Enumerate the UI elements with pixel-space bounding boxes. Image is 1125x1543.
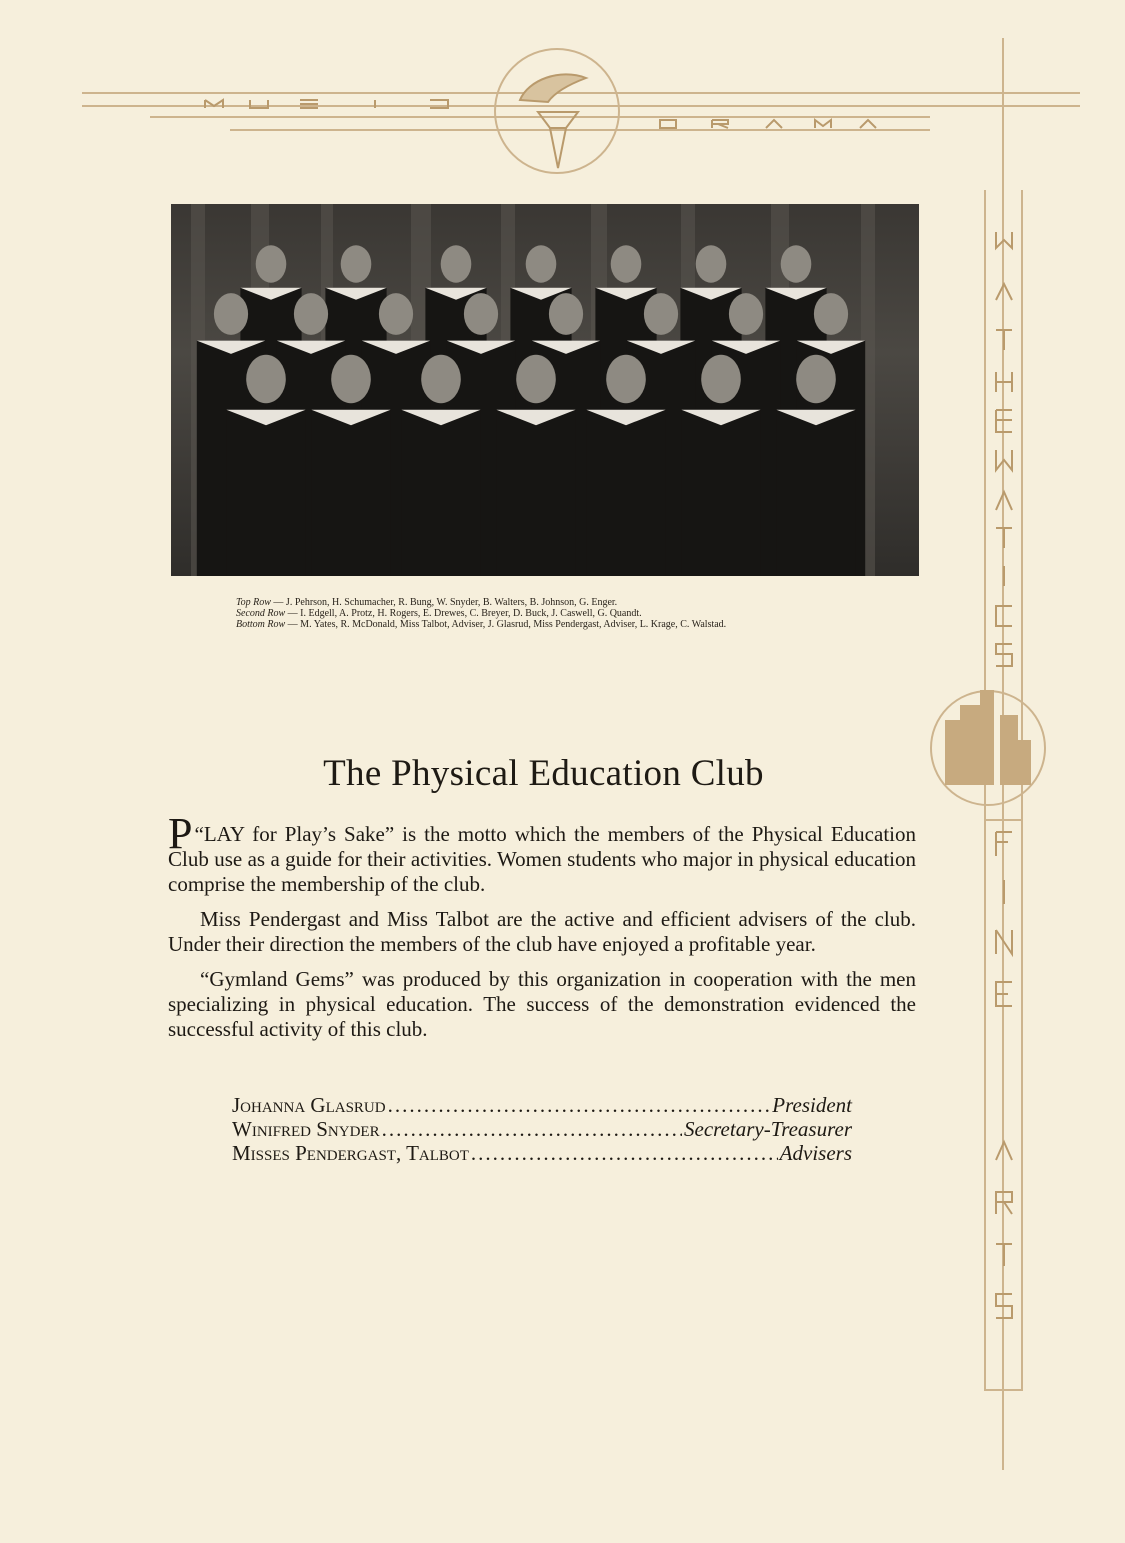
- paragraph-1: “ P LAY for Play’s Sake” is the motto which the members of the Physical Education Club use as a guide for their activities. Women students who major in physical education comprise the membership of the club.: [168, 809, 916, 896]
- photo-caption: [236, 597, 916, 630]
- officer-name: Winifred Snyder: [232, 1117, 380, 1141]
- officer-row: [232, 1117, 852, 1141]
- officer-role: Secretary-Treasurer: [684, 1117, 852, 1141]
- officers-list: [232, 1093, 852, 1165]
- officer-name: Johanna Glasrud: [232, 1093, 386, 1117]
- page-title: The Physical Education Club: [323, 753, 764, 794]
- caption-top-row: Top Row — J. Pehrson, H. Schumacher, R. Bung, W. Snyder, B. Walters, B. Johnson, G. Enger.: [236, 597, 618, 608]
- leader-dots: [382, 1117, 682, 1141]
- leader-dots: [388, 1093, 771, 1117]
- caption-bottom-row: Bottom Row — M. Yates, R. McDonald, Miss Talbot, Adviser, J. Glasrud, Miss Pendergast, Adviser, L. Krage, C. Walstad.: [236, 619, 727, 630]
- officer-row: [232, 1093, 852, 1117]
- drop-cap: P: [168, 809, 193, 858]
- article-body: [168, 809, 916, 1052]
- paragraph-3: “Gymland Gems” was produced by this organization in cooperation with the men specializing in physical education. The success of the demonstration evidenced the successful activity of this club.: [168, 967, 916, 1041]
- officer-row: [232, 1141, 852, 1165]
- officer-role: President: [772, 1093, 852, 1117]
- leader-dots: [471, 1141, 778, 1165]
- paragraph-2: Miss Pendergast and Miss Talbot are the active and efficient advisers of the club. Under their direction the members of the club have enjoyed a profitable year.: [168, 907, 916, 956]
- caption-second-row: Second Row — I. Edgell, A. Protz, H. Rogers, E. Drewes, C. Breyer, D. Buck, J. Caswell, G. Quandt.: [236, 608, 642, 619]
- officer-name: Misses Pendergast, Talbot: [232, 1141, 469, 1165]
- club-group-photo: [171, 204, 919, 576]
- officer-role: Advisers: [779, 1141, 852, 1165]
